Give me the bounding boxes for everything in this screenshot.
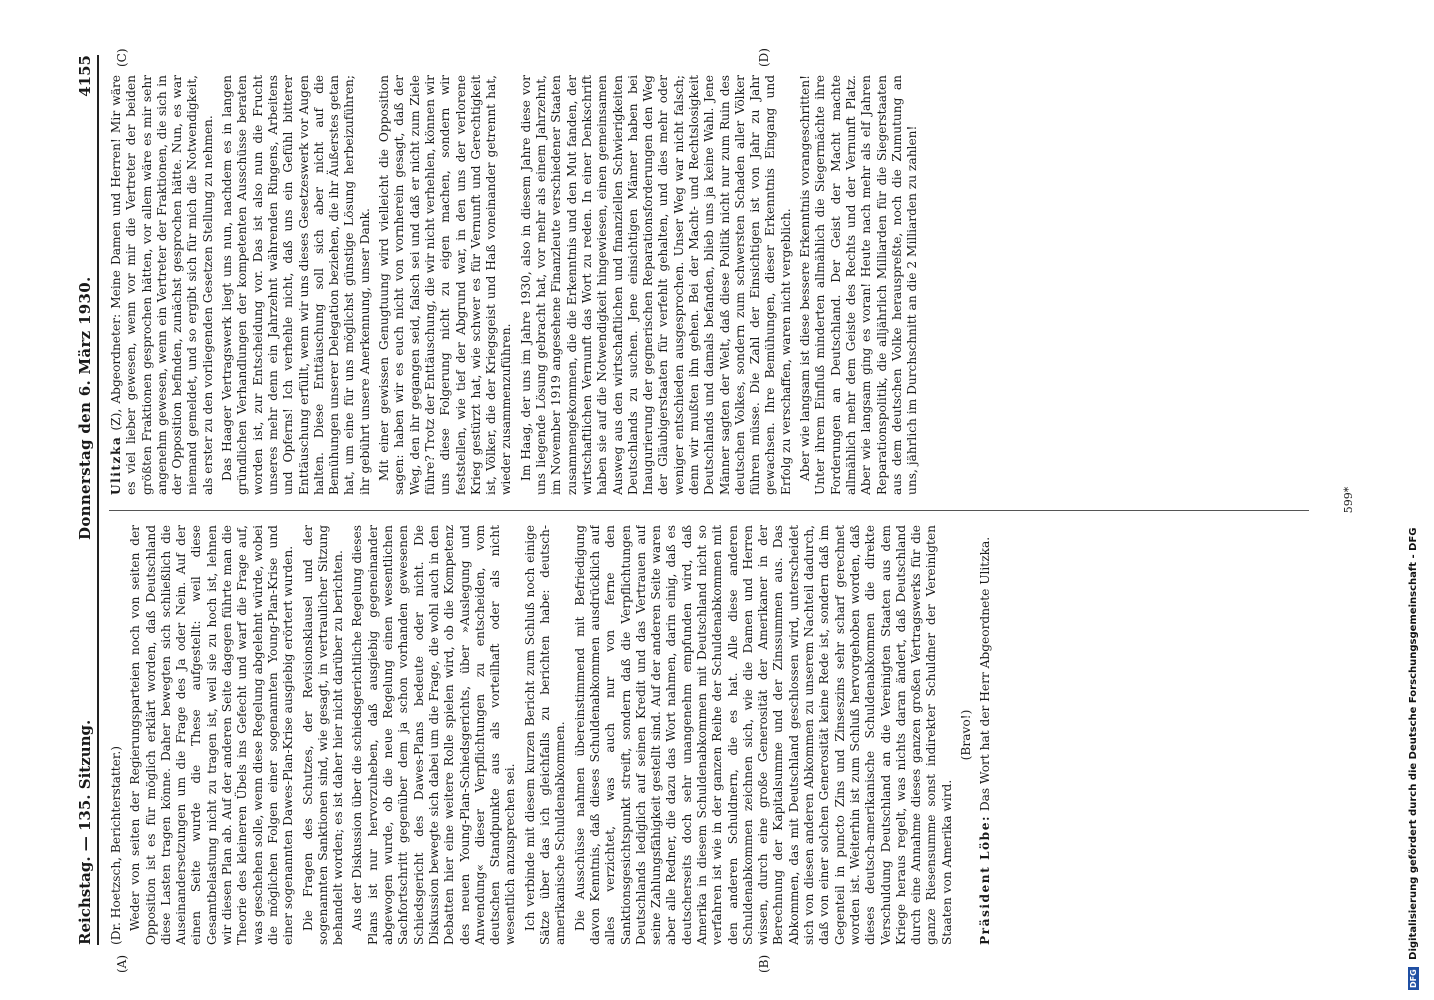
dfg-side-note — [1408, 10, 1432, 990]
dfg-text: Digitalisierung gefördert durch die Deutsche Forschungsgemeinschaft - DFG — [1408, 527, 1419, 960]
page-header — [67, 55, 99, 945]
paragraph: Aus der Diskussion über die schiedsgerichtliche Regelung dieses Plans ist nur hervorzuheben, daß ausgiebig gegeneinander abgewogen wurde, ob die neue Regelung einen wesentlichen Sachfortschritt gegenüber dem ja schon vorhanden gewesenen Schiedsgericht des Dawes-Plans bedeute oder nicht. Die Diskussion bewegte sich dabei um die Frage, die wohl auch in den Debatten hier eine weitere Rolle spielen wird, ob die Kompetenz des neuen Young-Plan-Schiedsgerichts, über »Auslegung und Anwendung« dieser Verpflichtungen zu entscheiden, vom deutschen Standpunkte aus als vorteilhaft oder als nicht wesentlich anzusprechen sei. — [350, 525, 518, 945]
president-text: Das Wort hat der Herr Abgeordnete Ulitzka. — [978, 536, 993, 812]
paragraph: Die Fragen des Schutzes, der Revisionsklausel und der sogenannten Sanktionen sind, wie gesagt, in vertraulicher Sitzung behandelt worden; es ist daher hier nicht darüber zu berichten. — [300, 525, 346, 945]
speaker-name: Ulitzka — [109, 435, 123, 495]
president-line — [978, 525, 993, 945]
speaker-line — [109, 75, 216, 495]
paragraph: Weder von seiten der Regierungsparteien noch von seiten der Opposition ist es für möglich erklärt worden, daß Deutschland diese Lasten tragen könne. Daher bewegten sich schließlich die Auseinandersetzungen um die Frage des Ja oder Nein. Auf der einen Seite wurde die These aufgestellt: weil diese Gesamtbelastung nicht zu tragen ist, weil sie zu hoch ist, lehnen wir diesen Plan ab. Auf der anderen Seite dagegen führte man die Theorie des kleineren Übels ins Gefecht und warf die Frage auf, was geschehen solle, wenn diese Regelung abgelehnt würde, wobei die möglichen Folgen einer sogenannten Young-Plan-Krise und einer sogenannten Dawes-Plan-Krise ausgiebig erörtert wurden. — [128, 525, 296, 945]
dfg-logo: DFG — [1409, 969, 1418, 988]
speaker-text: (Z), Abgeordneter: Meine Damen und Herren! Mir wäre es viel lieber gewesen, wenn vor mir die Vertreter der beiden größten Fraktionen gesprochen hätten, vor allem wäre es mir sehr angenehm gewesen, wenn ein Vertreter der Fraktionen, die sich in der Opposition befinden, zunächst gesprochen hätte. Nun, es war niemand gemeldet, und so ergibt sich für mich die Notwendigkeit, als erster zu den vorliegenden Gesetzen Stellung zu nehmen. — [109, 75, 215, 495]
right-column — [109, 75, 1329, 495]
margin-marker-a: (A) — [115, 954, 129, 973]
paragraph: Mit einer gewissen Genugtuung wird vielleicht die Opposition sagen: haben wir es euch nicht von vornherein gesagt, daß der Weg, den ihr gegangen seid, falsch sei und daß er nicht zum Ziele führe? Trotz der Enttäuschung, die wir nicht verhehlen, können wir uns diese Folgerung nicht zu eigen machen, sondern wir feststellen, wie tief der Abgrund war, in den uns der verlorene Krieg gestürzt hat, wie schwer es für Vernunft und Gerechtigkeit ist, Völker, die der Kriegsgeist und Haß voneinander getrennt hat, wieder zusammenzuführen. — [377, 75, 514, 495]
margin-marker-c: (C) — [115, 48, 129, 67]
paragraph: Die Ausschüsse nahmen übereinstimmend mit Befriedigung davon Kenntnis, daß dieses Schuldenabkommen ausdrücklich auf alles verzichtet, was auch nur von ferne den Sanktionsgesichtspunkt streift, sondern daß die Verpflichtungen Deutschlands lediglich auf seinen Kredit und das Vertrauen auf seine Zahlungsfähigkeit gestellt sind. Auf der anderen Seite waren aber alle Redner, die dazu das Wort nahmen, darin einig, daß es deutscherseits doch sehr unangenehm empfunden wird, daß Amerika in diesem Schuldenabkommen mit Deutschland nicht so verfahren ist wie in der ganzen Reihe der Schuldenabkommen mit den anderen Schuldnern, die es hat. Alle diese anderen Schuldenabkommen zeichnen sich, wie die Damen und Herren wissen, durch eine große Generosität der Amerikaner in der Berechnung der Kapitalsumme und der Zinssummen aus. Das Abkommen, das mit Deutschland geschlossen wird, unterscheidet sich von diesen anderen Abkommen zu unserem Nachteil dadurch, daß von einer solchen Generosität keine Rede ist, sondern daß im Gegenteil in puncto Zins und Zinseszins sehr scharf gerechnet worden ist. Weiterhin ist zum Schluß hervorgehoben worden, daß dieses deutsch-amerikanische Schuldenabkommen die direkte Verschuldung Deutschland an die Vereinigten Staaten aus dem Kriege heraus regelt, was nichts daran ändert, daß Deutschland durch eine Annahme dieses ganzen großen Vertragswerks für die ganze Riesensumme sonst indirekter Schuldner der Vereinigten Staaten von Amerika wird. — [572, 525, 954, 945]
speaker-intro: (Dr. Hoetzsch, Berichterstatter.) — [109, 746, 123, 945]
rotated-document-page — [67, 48, 1367, 973]
column-divider — [109, 510, 1309, 511]
paragraph: Aber wie langsam ist diese bessere Erkenntnis vorangeschritten! Unter ihrem Einfluß minderten allmählich die Siegermächte ihre Forderungen an Deutschland. Der Geist der Macht machte allmählich mehr dem Geiste des Rechts und der Vernunft Platz. Aber wie langsam ging es voran! Heute nach mehr als elf Jahren Reparationspolitik, die alljährlich Milliarden für die Siegerstaaten aus dem deutschen Volke herauspreßte, noch die Zumutung an uns, jährlich im Durchschnitt an die 2 Milliarden zu zahlen! — [798, 75, 920, 495]
interjection: (Bravo!) — [959, 709, 974, 761]
margin-marker-d: (D) — [757, 48, 771, 67]
left-column — [109, 525, 1329, 945]
paragraph: Das Haager Vertragswerk liegt uns nun, nachdem es in langen gründlichen Verhandlungen der kompetenten Ausschüsse beraten worden ist, zur Entscheidung vor. Das ist also nun die Frucht unseres mehr denn ein Jahrzehnt währenden Ringens, Arbeitens und Opferns! Ich verhehle nicht, daß uns ein Gefühl bitterer Enttäuschung erfüllt, wenn wir uns dieses Gesetzeswerk vor Augen halten. Diese Enttäuschung soll sich aber nicht auf die Bemühungen unserer Delegation beziehen, die ihr Äußerstes getan hat, um eine für uns möglichst günstige Lösung herbeizuführen; ihr gebührt unsere Anerkennung, unser Dank. — [220, 75, 372, 495]
paragraph: Im Haag, der uns im Jahre 1930, also in diesem Jahre diese vor uns liegende Lösung gebracht hat, vor mehr als einem Jahrzehnt, im November 1919 angesehene Finanzleute verschiedener Staaten zusammengekommen, die die Erkenntnis und den Mut fanden, der wirtschaftlichen Vernunft das Wort zu reden. In einer Denkschrift haben sie auf die Notwendigkeit hingewiesen, einen gemeinsamen Ausweg aus den wirtschaftlichen und finanziellen Schwierigkeiten Deutschlands zu suchen. Jene einsichtigen Männer haben bei Inaugurierung der gegnerischen Reparationsforderungen den Weg der Gläubigerstaaten für verfehlt gehalten, und dies mehr oder weniger entschieden ausgesprochen. Unser Weg war nicht falsch; denn wir mußten ihn gehen. Bei der Macht- und Rechtslosigkeit Deutschlands und damals befanden, blieb uns ja keine Wahl. Jene Männer sagten der Welt, daß diese Politik nicht nur zum Ruin des deutschen Volkes, sondern zum schwersten Schaden aller Völker führen müsse. Die Zahl der Einsichtigen ist von Jahr zu Jahr gewachsen. Ihre Bemühungen, dieser Erkenntnis Eingang und Erfolg zu verschaffen, waren nicht vergeblich. — [518, 75, 793, 495]
page-number: 4155 — [76, 55, 94, 97]
header-left: Reichstag. — 135. Sitzung. — [76, 719, 94, 945]
paragraph: Ich verbinde mit diesem kurzen Bericht zum Schluß noch einige Sätze über das ich gleichfalls zu berichten habe: deutsch-amerikanische Schuldenabkommen. — [522, 525, 568, 945]
president-name: Präsident Löbe: — [978, 815, 993, 945]
margin-marker-b: (B) — [757, 954, 771, 973]
header-date: Donnerstag den 6. März 1930. — [76, 276, 94, 540]
sheet-signature: 599* — [1342, 486, 1355, 514]
